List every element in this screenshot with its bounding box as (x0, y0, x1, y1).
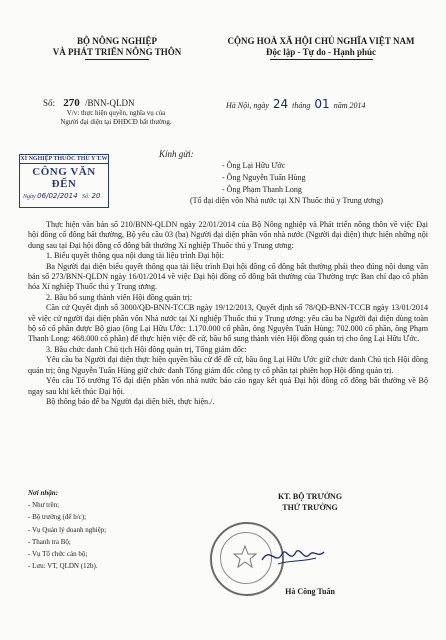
body-paragraph-4: Yêu cầu ba Người đại diện thực hiện quyền bầu cử để đề cử, bầu ông Lại Hữu Ước giữ chức danh Chủ tịch Hội đồng quản trị; ông Nguyễn Tuấn Hùng giữ chức danh Tổng giám đốc công ty cổ phần tại phiên họp Hội đồng quản trị. (28, 355, 428, 375)
recipient-2: - Ông Nguyễn Tuấn Hùng (222, 173, 306, 182)
body-paragraph-3: Căn cứ Quyết định số 3000/QĐ-BNN-TCCB ngày 19/12/2013, Quyết định số 78/QĐ-BNN-TCCB ngày 13/01/2014 về việc cử người đại diện phần vốn Nhà nước tại Xí nghiệp Thuốc thú y Trung ương: yêu cầu ba Người đại diện dùng toàn bộ số cổ phần được Bộ giao (ông Lại Hữu Ước: 1.170.000 cổ phần, ông Nguyễn Tuấn Hùng: 702.000 cổ phần, ông Phạm Thanh Long: 468.000 cổ phần) để thực hiện việc đề cử, bầu bổ sung thành viên Hội đồng quản trị cho ông Lại Hữu Ước. (28, 303, 428, 344)
body-paragraph-6: Bộ thông báo để ba Người đại diện biết, thực hiện./. (46, 396, 215, 406)
nation-name: CỘNG HOÀ XÃ HỘI CHỦ NGHĨA VIỆT NAM (227, 36, 415, 46)
notes-item: - Như trên; (28, 501, 60, 510)
notes-item: - Lưu: VT, QLDN (12b). (28, 562, 98, 571)
body-paragraph-2: Ba Người đại diện biểu quyết thông qua tài liệu trình Đại hội đồng cổ đông bất thường phải theo đúng nội dung văn bản số 273/BNN-QLDN ngày 16/01/2014 về việc Đại hội đồng cổ đông bất thường của Thường trực Ban chỉ đạo cổ phần hóa Xí nghiệp Thuốc thú y Trung ương. (28, 261, 428, 292)
recipients-note: (Tổ đại diện vốn Nhà nước tại XN Thuốc thú y Trung ương) (190, 196, 383, 205)
stamp-number-value: 20 (91, 192, 101, 200)
ministry-name: BỘ NÔNG NGHIỆP (76, 36, 157, 46)
notes-item: - Vụ Tổ chức cán bộ; (28, 550, 88, 559)
document-number (43, 97, 135, 109)
received-stamp (19, 154, 109, 208)
date-day: 24 (272, 97, 289, 111)
date-month: 01 (314, 97, 330, 111)
stamp-date-value: 06/02/2014 (37, 192, 78, 200)
subject-line-2: Người đại diện tại ĐHĐCĐ bất thường. (60, 118, 172, 126)
date-year: năm 2014 (333, 101, 366, 110)
number-label: Số: (43, 98, 56, 108)
issue-date (226, 97, 365, 111)
body-paragraph-5: Yêu cầu Tổ trưởng Tổ đại diện phần vốn nhà nước báo cáo ngay kết quả Đại hội đồng cổ đông bất thường về Bộ ngay sau khi kết thúc Đại hội. (28, 376, 428, 396)
header-right-underline (270, 59, 373, 60)
recipient-1: - Ông Lại Hữu Ước (222, 161, 286, 170)
stamp-org: XÍ NGHIỆP THUỐC THÚ Y T.W (20, 156, 108, 162)
body-paragraph-1: Thực hiện văn bản số 210/BNN-QLDN ngày 22/01/2014 của Bộ Nông nghiệp và Phát triển nông thôn về việc Đại hội đồng cổ đông bất thường, Bộ yêu cầu 03 (ba) Người đại diện phần vốn nhà nước (Người đại diện) thực hiện những nội dung sau tại Đại hội đồng cổ đông bất thường Xí nghiệp Thuốc thú y Trung ương: (28, 220, 428, 250)
notes-item: - Thanh tra Bộ; (28, 537, 71, 546)
recipient-3: - Ông Phạm Thanh Long (222, 185, 302, 194)
signer-name: Hà Công Tuấn (285, 587, 335, 596)
number-suffix: /BNN-QLDN (85, 98, 135, 108)
body-heading-2: 2. Bầu bổ sung thành viên Hội đồng quản trị: (46, 292, 193, 302)
date-prefix: Hà Nội, ngày (226, 101, 269, 110)
body-heading-3: 3. Bầu chức danh Chủ tịch Hội đồng quản trị, Tổng giám đốc: (46, 344, 247, 354)
subject-line-1: V/v: thực hiện quyền, nghĩa vụ của (66, 109, 166, 117)
stamp-details (23, 192, 105, 200)
stamp-date-label: Ngày (23, 194, 36, 200)
header-left-underline (85, 59, 149, 60)
recipients-label: Kính gửi: (159, 149, 194, 159)
number-value: 270 (63, 97, 80, 109)
notes-item: - Vụ Quản lý doanh nghiệp; (28, 525, 107, 534)
signature-title-1: KT. BỘ TRƯỞNG (277, 492, 343, 501)
recipients-list-notes (28, 487, 106, 572)
handwritten-signature-icon (258, 540, 328, 570)
document-body (28, 220, 428, 407)
ministry-subtitle: VÀ PHÁT TRIỂN NÔNG THÔN (52, 47, 182, 57)
stamp-title: CÔNG VĂN ĐẾN (32, 166, 96, 190)
national-motto: Độc lập - Tự do - Hạnh phúc (265, 47, 376, 57)
body-heading-1: 1. Biểu quyết thông qua nội dung tài liệu trình Đại hội: (46, 251, 225, 261)
notes-title: Nơi nhận: (28, 489, 59, 497)
signature-title-2: THỨ TRƯỞNG (282, 503, 338, 512)
notes-item: - Bộ trưởng (để b/c); (28, 513, 87, 522)
date-month-label: tháng (292, 101, 311, 110)
stamp-number-label: Số: (82, 194, 91, 200)
